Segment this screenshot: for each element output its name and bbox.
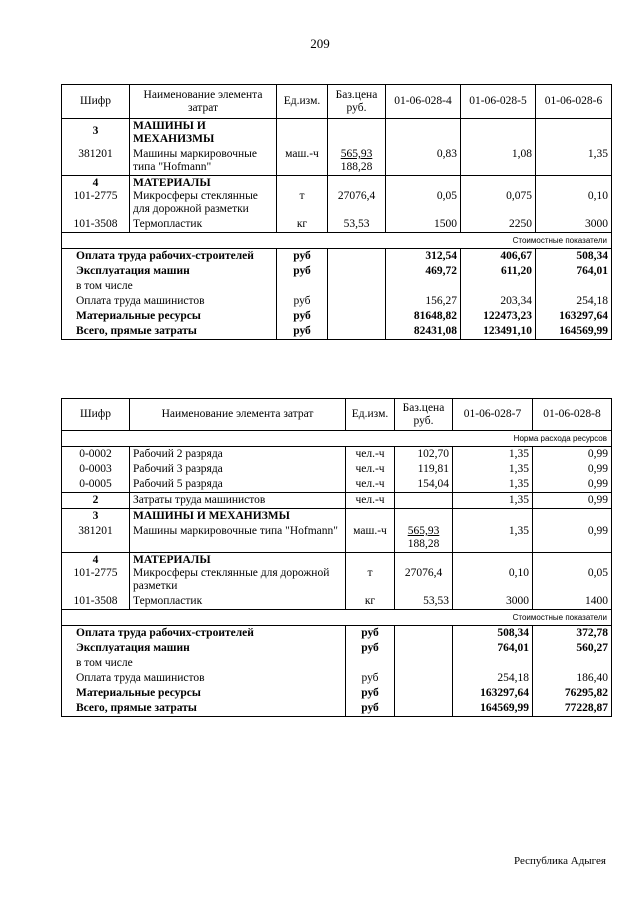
table-row bbox=[62, 524, 612, 553]
table-row bbox=[62, 594, 612, 610]
cell-value: 1,35 bbox=[453, 524, 533, 553]
cell-name: Термопластик bbox=[130, 217, 277, 233]
table-row bbox=[62, 477, 612, 493]
summary-unit: руб bbox=[346, 626, 395, 642]
summary-value: 560,27 bbox=[533, 641, 612, 656]
summary-value: 254,18 bbox=[536, 294, 612, 309]
cell-unit: кг bbox=[346, 594, 395, 610]
page-number: 209 bbox=[310, 36, 330, 51]
cell-value: 3000 bbox=[453, 594, 533, 610]
col-header: 01-06-028-4 bbox=[386, 85, 461, 119]
table-row bbox=[62, 294, 612, 309]
summary-unit: руб bbox=[346, 641, 395, 656]
resource-table-2 bbox=[61, 398, 612, 717]
summary-value: 508,34 bbox=[453, 626, 533, 642]
cell-unit: маш.-ч bbox=[277, 147, 328, 176]
summary-name: Оплата труда машинистов bbox=[62, 671, 346, 686]
price-value: 188,28 bbox=[407, 538, 440, 550]
resource-table-1 bbox=[61, 84, 612, 340]
cell-unit: кг bbox=[277, 217, 328, 233]
cell-value: 0,99 bbox=[533, 493, 612, 509]
cell-value: 1,35 bbox=[453, 462, 533, 477]
table-row bbox=[62, 119, 612, 148]
section-title: МАШИНЫ И МЕХАНИЗМЫ bbox=[130, 119, 277, 148]
table-row bbox=[62, 509, 612, 525]
footer-region: Республика Адыгея bbox=[513, 855, 606, 867]
cell-value: 0,10 bbox=[453, 553, 533, 595]
cell-value: 3000 bbox=[536, 217, 612, 233]
cell-price: 53,53 bbox=[395, 594, 453, 610]
table-row bbox=[62, 309, 612, 324]
cell-code: 0-0005 bbox=[62, 477, 130, 493]
section-code: 2 bbox=[62, 493, 130, 509]
table-row bbox=[62, 279, 612, 294]
cell-code: 0-0003 bbox=[62, 462, 130, 477]
summary-unit: руб bbox=[277, 324, 328, 340]
summary-unit: руб bbox=[277, 264, 328, 279]
col-header: Ед.изм. bbox=[277, 85, 328, 119]
summary-value: 372,78 bbox=[533, 626, 612, 642]
cell-name: МАТЕРИАЛЫ Микросферы стеклянные для дорожной разметки bbox=[130, 553, 346, 595]
col-header: Ед.изм. bbox=[346, 399, 395, 431]
cell-value: 1,35 bbox=[536, 147, 612, 176]
table-row bbox=[62, 447, 612, 463]
summary-value: 82431,08 bbox=[386, 324, 461, 340]
summary-value: 406,67 bbox=[461, 249, 536, 265]
table-row bbox=[62, 217, 612, 233]
summary-unit: руб bbox=[346, 701, 395, 717]
cell-name: Машины маркировочные типа "Hofmann" bbox=[130, 524, 346, 553]
cell-name: Рабочий 3 разряда bbox=[130, 462, 346, 477]
summary-value: 508,34 bbox=[536, 249, 612, 265]
cell-value: 0,99 bbox=[533, 477, 612, 493]
summary-value: 611,20 bbox=[461, 264, 536, 279]
table-row bbox=[62, 641, 612, 656]
table-header-row bbox=[62, 85, 612, 119]
col-header: Шифр bbox=[62, 85, 130, 119]
cell-unit: т bbox=[346, 553, 395, 595]
table-row bbox=[62, 686, 612, 701]
col-header: Баз.цена руб. bbox=[395, 399, 453, 431]
cell-value: 1,35 bbox=[453, 493, 533, 509]
cell-value: 0,10 bbox=[536, 176, 612, 218]
col-header: Баз.цена руб. bbox=[328, 85, 386, 119]
col-header: 01-06-028-7 bbox=[453, 399, 533, 431]
section-code: 4 101-2775 bbox=[62, 553, 130, 595]
summary-name: Всего, прямые затраты bbox=[62, 324, 277, 340]
cell-name: Термопластик bbox=[130, 594, 346, 610]
summary-name: Оплата труда рабочих-строителей bbox=[62, 626, 346, 642]
summary-name: в том числе bbox=[62, 279, 277, 294]
cell-value: 1,35 bbox=[453, 447, 533, 463]
cell-value: 0,99 bbox=[533, 524, 612, 553]
cell-price: 154,04 bbox=[395, 477, 453, 493]
section-title: МАТЕРИАЛЫ bbox=[133, 177, 211, 189]
cell-value: 1500 bbox=[386, 217, 461, 233]
summary-value: 186,40 bbox=[533, 671, 612, 686]
table-row bbox=[62, 656, 612, 671]
cell-name: Машины маркировочные типа "Hofmann" bbox=[130, 147, 277, 176]
section-code: 3 bbox=[62, 509, 130, 525]
table-row bbox=[62, 671, 612, 686]
cell-value: 2250 bbox=[461, 217, 536, 233]
price-value: 565,93 bbox=[340, 148, 373, 160]
cell-unit: чел.-ч bbox=[346, 477, 395, 493]
table-header-row bbox=[62, 399, 612, 431]
summary-value: 312,54 bbox=[386, 249, 461, 265]
cell-code: 381201 bbox=[62, 147, 130, 176]
col-header: Наименование элемента затрат bbox=[130, 399, 346, 431]
summary-value: 469,72 bbox=[386, 264, 461, 279]
cell-code: 101-3508 bbox=[62, 217, 130, 233]
table-row bbox=[62, 701, 612, 717]
table-row bbox=[62, 176, 612, 218]
cell-unit: маш.-ч bbox=[346, 524, 395, 553]
summary-unit: руб bbox=[346, 686, 395, 701]
cell-unit: чел.-ч bbox=[346, 493, 395, 509]
col-header: 01-06-028-5 bbox=[461, 85, 536, 119]
price-value: 565,93 bbox=[407, 525, 440, 537]
summary-value: 764,01 bbox=[536, 264, 612, 279]
table-row bbox=[62, 462, 612, 477]
section-title: МАШИНЫ И МЕХАНИЗМЫ bbox=[130, 509, 346, 525]
cell-unit: т bbox=[277, 176, 328, 218]
cell-value: 1,35 bbox=[453, 477, 533, 493]
table-row bbox=[62, 264, 612, 279]
cell-name: МАТЕРИАЛЫ Микросферы стеклянные для дорожной разметки bbox=[130, 176, 277, 218]
table-row bbox=[62, 553, 612, 595]
cell-value: 0,05 bbox=[533, 553, 612, 595]
summary-name: Материальные ресурсы bbox=[62, 686, 346, 701]
section-code: 3 bbox=[62, 119, 130, 148]
cell-name: Рабочий 2 разряда bbox=[130, 447, 346, 463]
caption-row bbox=[62, 233, 612, 249]
cell-price: 119,81 bbox=[395, 462, 453, 477]
table-row bbox=[62, 324, 612, 340]
section-title: МАТЕРИАЛЫ bbox=[133, 554, 211, 566]
summary-unit: руб bbox=[346, 671, 395, 686]
cell-code: 0-0002 bbox=[62, 447, 130, 463]
summary-value: 123491,10 bbox=[461, 324, 536, 340]
cell-price: 27076,4 bbox=[328, 176, 386, 218]
table-row bbox=[62, 493, 612, 509]
table-row bbox=[62, 249, 612, 265]
summary-unit: руб bbox=[277, 309, 328, 324]
cell-unit: чел.-ч bbox=[346, 462, 395, 477]
summary-value: 122473,23 bbox=[461, 309, 536, 324]
col-header: 01-06-028-8 bbox=[533, 399, 612, 431]
col-header: Наименование элемента затрат bbox=[130, 85, 277, 119]
cell-value: 0,05 bbox=[386, 176, 461, 218]
cell-price bbox=[395, 524, 453, 553]
cell-code: 381201 bbox=[62, 524, 130, 553]
summary-name: Оплата труда машинистов bbox=[62, 294, 277, 309]
summary-value: 77228,87 bbox=[533, 701, 612, 717]
cell-value: 1400 bbox=[533, 594, 612, 610]
cell-price: 102,70 bbox=[395, 447, 453, 463]
table-row bbox=[62, 626, 612, 642]
caption-text: Стоимостные показатели bbox=[62, 610, 612, 626]
cell-value: 0,99 bbox=[533, 462, 612, 477]
cell-name: Затраты труда машинистов bbox=[130, 493, 346, 509]
caption-text: Стоимостные показатели bbox=[62, 233, 612, 249]
col-header: Шифр bbox=[62, 399, 130, 431]
summary-value: 254,18 bbox=[453, 671, 533, 686]
cell-value: 0,83 bbox=[386, 147, 461, 176]
table-row bbox=[62, 147, 612, 176]
cell-name: Рабочий 5 разряда bbox=[130, 477, 346, 493]
cell-value: 0,075 bbox=[461, 176, 536, 218]
cell-price bbox=[328, 147, 386, 176]
summary-value: 156,27 bbox=[386, 294, 461, 309]
summary-name: Эксплуатация машин bbox=[62, 641, 346, 656]
summary-name: в том числе bbox=[62, 656, 346, 671]
section-code: 4 101-2775 bbox=[62, 176, 130, 218]
summary-value: 76295,82 bbox=[533, 686, 612, 701]
cell-price: 53,53 bbox=[328, 217, 386, 233]
summary-name: Оплата труда рабочих-строителей bbox=[62, 249, 277, 265]
price-value: 188,28 bbox=[340, 161, 373, 173]
summary-value: 203,34 bbox=[461, 294, 536, 309]
cell-value: 1,08 bbox=[461, 147, 536, 176]
summary-name: Материальные ресурсы bbox=[62, 309, 277, 324]
col-header: 01-06-028-6 bbox=[536, 85, 612, 119]
summary-name: Всего, прямые затраты bbox=[62, 701, 346, 717]
caption-row bbox=[62, 610, 612, 626]
summary-value: 163297,64 bbox=[536, 309, 612, 324]
summary-value: 81648,82 bbox=[386, 309, 461, 324]
summary-unit: руб bbox=[277, 249, 328, 265]
caption-row bbox=[62, 431, 612, 447]
cell-value: 0,99 bbox=[533, 447, 612, 463]
cell-unit: чел.-ч bbox=[346, 447, 395, 463]
cell-code: 101-3508 bbox=[62, 594, 130, 610]
summary-name: Эксплуатация машин bbox=[62, 264, 277, 279]
summary-value: 164569,99 bbox=[536, 324, 612, 340]
summary-value: 764,01 bbox=[453, 641, 533, 656]
caption-text: Норма расхода ресурсов bbox=[62, 431, 612, 447]
cell-price: 27076,4 bbox=[395, 553, 453, 595]
summary-unit: руб bbox=[277, 294, 328, 309]
summary-value: 163297,64 bbox=[453, 686, 533, 701]
summary-value: 164569,99 bbox=[453, 701, 533, 717]
